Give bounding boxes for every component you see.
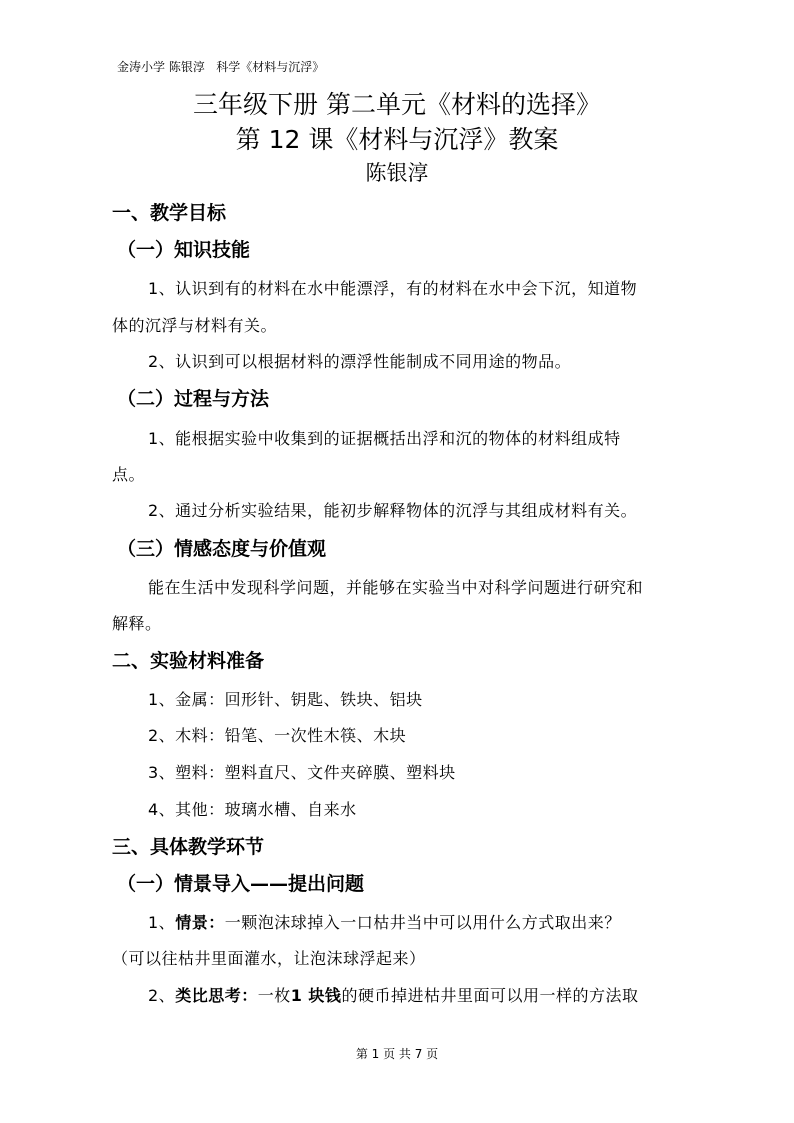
subsection-heading-knowledge: （一）知识技能 [117, 239, 251, 261]
bold-text: 1 块钱 [290, 986, 342, 1005]
bold-label: 类比思考： [175, 986, 258, 1005]
paragraph-text: 一枚 [257, 986, 291, 1005]
list-item: 4、其他：玻璃水槽、自来水 [148, 800, 357, 819]
item-number: 1、 [148, 913, 176, 932]
subsection-heading-introduction: （一）情景导入——提出问题 [117, 873, 365, 895]
paragraph: 2、通过分析实验结果，能初步解释物体的沉浮与其组成材料有关。 [148, 501, 638, 520]
document-title-line2: 第 12 课《材料与沉浮》教案 [235, 125, 559, 154]
paragraph: 1、能根据实验中收集到的证据概括出浮和沉的物体的材料组成特 [148, 429, 621, 448]
page-header: 金涛小学 陈银淳 科学《材料与沉浮》 [117, 60, 325, 74]
bold-label: 情景： [175, 913, 225, 932]
subsection-heading-attitude: （三）情感态度与价值观 [117, 538, 327, 560]
document-title-line1: 三年级下册 第二单元《材料的选择》 [193, 90, 601, 119]
paragraph: 点。 [112, 465, 146, 484]
paragraph: 能在生活中发现科学问题，并能够在实验当中对科学问题进行研究和 [148, 578, 644, 597]
paragraph: 2、认识到可以根据材料的漂浮性能制成不同用途的物品。 [148, 352, 572, 371]
list-item: 1、金属：回形针、钥匙、铁块、铝块 [148, 690, 423, 709]
list-item: 2、木料：铅笔、一次性木筷、木块 [148, 726, 407, 745]
item-number: 2、 [148, 986, 176, 1005]
paragraph-note: （可以往枯井里面灌水，让泡沫球浮起来） [112, 949, 426, 968]
paragraph: 体的沉浮与材料有关。 [112, 316, 278, 335]
section-heading-teaching-steps: 三、具体教学环节 [112, 836, 265, 858]
page-footer: 第 1 页 共 7 页 [355, 1047, 439, 1061]
section-heading-materials: 二、实验材料准备 [112, 650, 265, 672]
section-heading-goals: 一、教学目标 [112, 202, 227, 224]
paragraph-scenario [148, 910, 621, 933]
subsection-heading-process: （二）过程与方法 [117, 388, 270, 410]
paragraph-text: 的硬币掉进枯井里面可以用一样的方法取 [341, 986, 639, 1005]
paragraph-analogy [148, 983, 638, 1006]
list-item: 3、塑料：塑料直尺、文件夹碎膜、塑料块 [148, 763, 456, 782]
paragraph: 1、认识到有的材料在水中能漂浮，有的材料在水中会下沉，知道物 [148, 279, 638, 298]
paragraph: 解释。 [112, 614, 162, 633]
author-name: 陈银淳 [365, 161, 429, 185]
paragraph-text: 一颗泡沫球掉入一口枯井当中可以用什么方式取出来？ [224, 913, 621, 932]
